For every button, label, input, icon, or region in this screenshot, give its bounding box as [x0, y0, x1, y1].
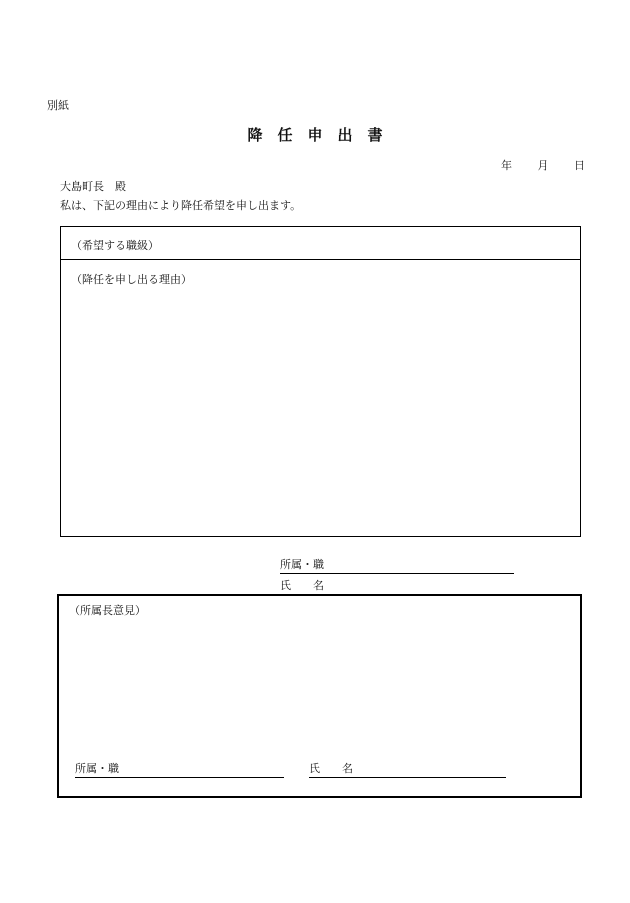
date-year-label: 年	[501, 159, 512, 172]
supervisor-name-line	[309, 760, 506, 778]
addressee: 大島町長 殿	[60, 180, 126, 193]
opinion-label: （所属長意見）	[69, 604, 146, 617]
supervisor-affiliation-line	[75, 760, 284, 778]
date-month-label: 月	[537, 159, 549, 172]
desired-grade-label: （希望する職級）	[71, 239, 159, 252]
applicant-affiliation-label: 所属・職	[280, 558, 324, 571]
page-title: 降任申出書	[247, 126, 398, 144]
applicant-name-line	[280, 577, 514, 595]
request-box-divider	[61, 259, 580, 260]
date-line	[501, 157, 585, 173]
statement: 私は、下記の理由により降任希望を申し出ます。	[60, 199, 302, 212]
applicant-affiliation-line	[280, 556, 514, 574]
attachment-label: 別紙	[47, 99, 69, 112]
supervisor-affiliation-label: 所属・職	[75, 762, 119, 775]
request-box	[60, 226, 581, 537]
reason-label: （降任を申し出る理由）	[71, 273, 192, 286]
supervisor-opinion-box	[57, 594, 582, 798]
date-day-label: 日	[574, 159, 585, 172]
applicant-name-label: 氏 名	[280, 579, 324, 592]
supervisor-name-label: 氏 名	[309, 762, 353, 775]
